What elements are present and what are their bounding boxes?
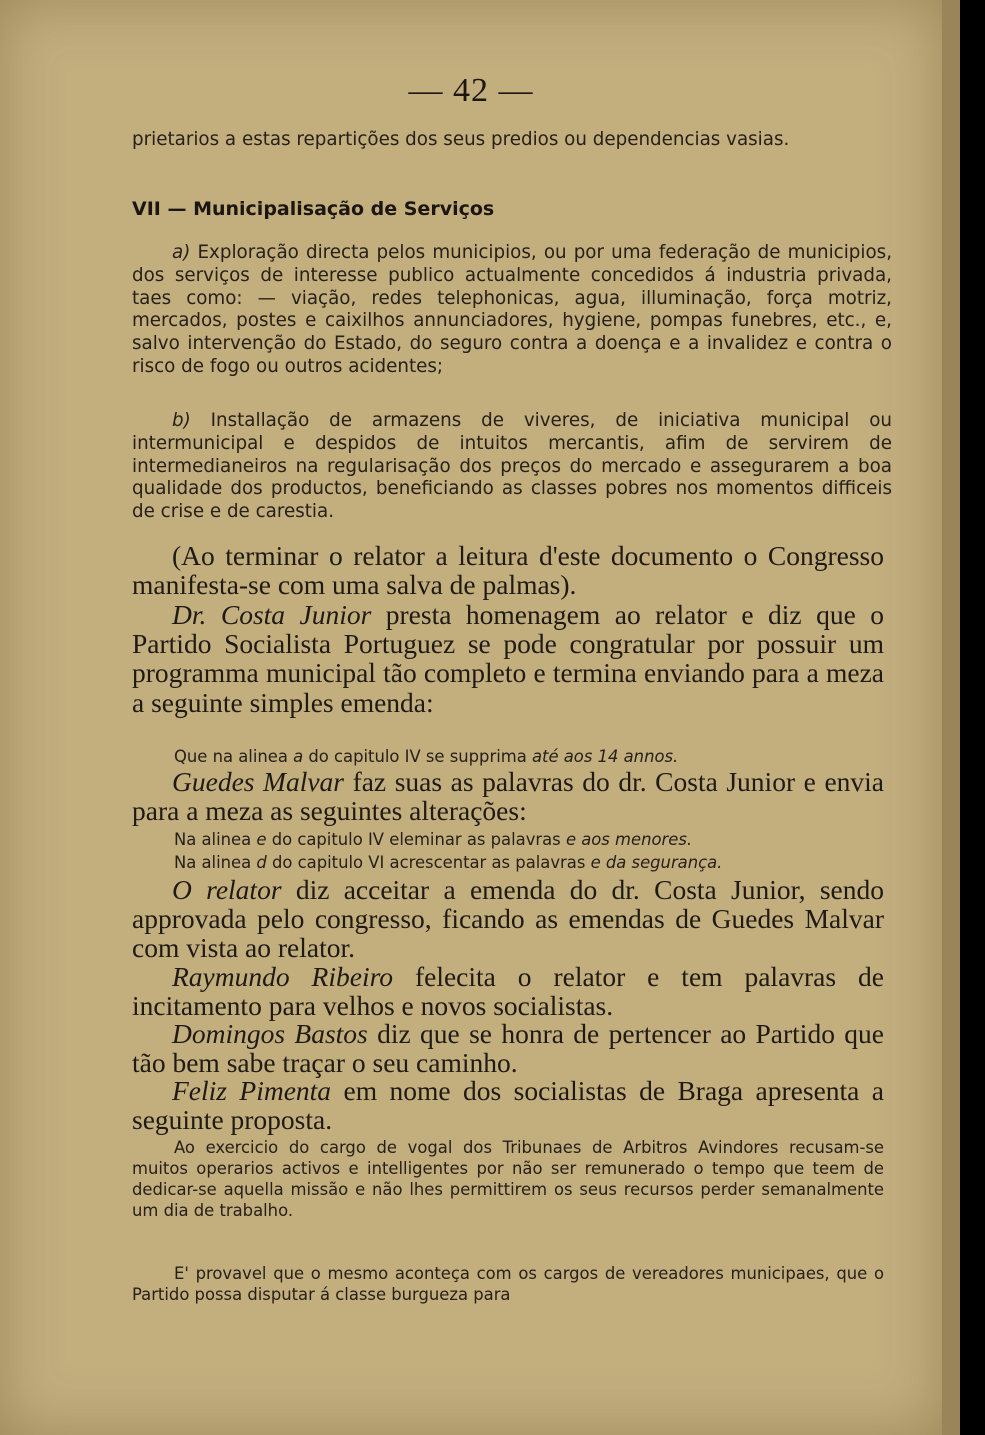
amendment-1-part-b: do capitulo IV se supprima — [303, 747, 532, 766]
speaker-domingos-bastos: Domingos Bastos — [172, 1018, 368, 1049]
intro-text: prietarios a estas repartições dos seus predios ou dependencias vasias. — [132, 129, 790, 150]
item-a-text: Exploração directa pelos municipios, ou por uma federação de municipios, dos serviços de interesse publico actualmente concedidos á industria privada, taes como: — viação, redes telephonicas, agua, illuminação, força motriz, mercados, postes e caixilhos annunciadores, hygiene, pompas funebres, etc., e, salvo intervenção do Estado, do seguro contra a doença e a invalidez e contra o risco de fogo ou outros acidentes; — [132, 242, 893, 377]
domingos-bastos-paragraph — [132, 1019, 884, 1077]
intro-paragraph — [132, 129, 892, 152]
speaker-raymundo-ribeiro: Raymundo Ribeiro — [172, 961, 394, 992]
speaker-costa-junior: Dr. Costa Junior — [172, 599, 372, 630]
item-b-paragraph — [132, 410, 892, 524]
costa-junior-text: presta homenagem ao relator e diz que o Partido Socialista Portuguez se pode congratular por possuir um programma municipal tão completo e termina enviando para a meza a seguinte simples emenda: — [132, 599, 885, 718]
amendment-1-letter: a — [293, 747, 304, 766]
domingos-bastos-text: diz que se honra de pertencer ao Partido que tão bem sabe traçar o seu caminho. — [132, 1018, 884, 1079]
applause-paragraph — [132, 541, 884, 599]
speaker-feliz-pimenta: Feliz Pimenta — [172, 1075, 332, 1106]
item-b-label: b) — [172, 410, 191, 431]
relator-text: diz acceitar a emenda do dr. Costa Junior, sendo approvada pelo congresso, ficando as emendas de Guedes Malvar com vista ao relator. — [132, 874, 884, 964]
feliz-pimenta-text: em nome dos socialistas de Braga apresenta a seguinte proposta. — [132, 1075, 884, 1136]
amendment-2-part-a: Na alinea — [174, 830, 257, 849]
adjacent-page-edge — [942, 0, 960, 1435]
guedes-malvar-paragraph — [132, 767, 884, 825]
amendment-2-letter: e — [256, 830, 267, 849]
amendment-3-part-b: do capitulo VI acrescentar as palavras — [266, 853, 591, 872]
amendment-2-italic: e aos menores. — [565, 830, 693, 849]
applause-text: (Ao terminar o relator a leitura d'este documento o Congresso manifesta-se com uma salva de palmas). — [132, 540, 884, 601]
proposal-text-2: E' provavel que o mesmo aconteça com os cargos de vereadores municipaes, que o Partido possa disputar á classe burgueza para — [132, 1264, 884, 1304]
feliz-pimenta-paragraph — [132, 1076, 884, 1134]
guedes-malvar-text: faz suas as palavras do dr. Costa Junior e envia para a meza as seguintes alterações: — [132, 766, 884, 827]
page-number: — 42 — — [408, 72, 534, 109]
item-b-text: Installação de armazens de viveres, de iniciativa municipal ou intermunicipal e despidos de intuitos mercantis, afim de servirem de intermedianeiros na regularisação dos preços do mercado e assegurarem a boa qualidade dos productos, beneficiando as classes pobres nos momentos difficeis de crise e de carestia. — [132, 410, 893, 523]
amendment-2 — [132, 829, 884, 850]
raymundo-ribeiro-text: felecita o relator e tem palavras de incitamento para velhos e novos socialistas. — [132, 961, 884, 1022]
amendment-3-italic: e da segurança. — [590, 853, 723, 872]
amendment-3-part-a: Na alinea — [174, 853, 257, 872]
amendment-1 — [132, 746, 884, 767]
amendment-3-letter: d — [256, 853, 267, 872]
item-a-paragraph — [132, 242, 892, 379]
speaker-relator: O relator — [172, 874, 282, 905]
amendment-1-part-a: Que na alinea — [174, 747, 294, 766]
proposal-paragraph-2 — [132, 1263, 884, 1305]
proposal-paragraph-1 — [132, 1137, 884, 1221]
amendment-3 — [132, 852, 884, 873]
speaker-guedes-malvar: Guedes Malvar — [172, 766, 344, 797]
section-heading: VII — Municipalisação de Serviços — [132, 198, 495, 220]
costa-junior-paragraph — [132, 600, 884, 717]
amendment-1-italic: até aos 14 annos. — [531, 747, 679, 766]
relator-paragraph — [132, 875, 884, 963]
raymundo-ribeiro-paragraph — [132, 962, 884, 1020]
proposal-text-1: Ao exercicio do cargo de vogal dos Tribunaes de Arbitros Avindores recusam-se muitos operarios activos e intelligentes por não ser remunerado o tempo que teem de dedicar-se aquella missão e não lhes permittirem os seus recursos perder semanalmente um dia de trabalho. — [132, 1138, 884, 1220]
amendment-2-part-b: do capitulo IV eleminar as palavras — [266, 830, 566, 849]
item-a-label: a) — [172, 242, 191, 263]
